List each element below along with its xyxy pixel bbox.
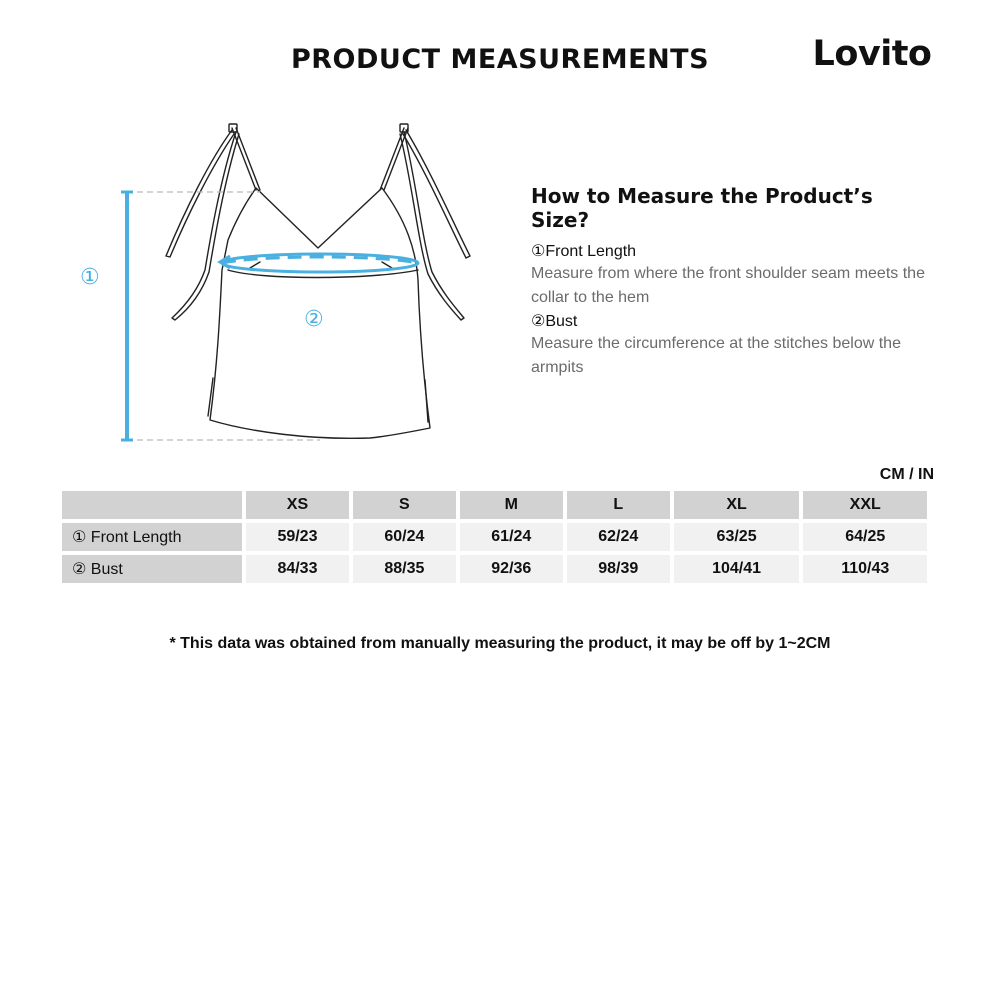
size-header: XXL [803,491,927,519]
front-length-marker: ① [80,264,100,289]
table-cell: 110/43 [803,555,927,583]
table-row [62,523,927,551]
units-label: CM / IN [879,466,934,483]
right-tie-lower [400,132,464,320]
left-tie-lower [172,132,239,320]
how-to-measure-section [531,184,931,382]
row-label-front-length: ① Front Length [62,523,242,551]
brand-logo: Lovito [812,34,932,74]
table-cell: 64/25 [803,523,927,551]
bust-marker: ② [304,306,324,331]
size-header: L [567,491,670,519]
measurement-footnote: * This data was obtained from manually measuring the product, it may be off by 1~2CM [169,635,831,652]
size-header: S [353,491,456,519]
left-strap [232,128,260,190]
table-cell: 98/39 [567,555,670,583]
front-length-description: Measure from where the front shoulder seam meets the collar to the hem [531,265,925,306]
table-cell: 59/23 [246,523,349,551]
garment-diagram [60,110,480,450]
table-cell: 84/33 [246,555,349,583]
size-header: XL [674,491,800,519]
table-cell: 104/41 [674,555,800,583]
size-header: M [460,491,563,519]
right-tie-upper [403,130,470,258]
bust-description: Measure the circumference at the stitches below the armpits [531,335,901,376]
table-row [62,555,927,583]
table-cell: 88/35 [353,555,456,583]
table-cell: 61/24 [460,523,563,551]
table-cell: 63/25 [674,523,800,551]
table-corner-cell [62,491,242,519]
size-header: XS [246,491,349,519]
size-chart-table [58,487,931,587]
row-label-bust: ② Bust [62,555,242,583]
table-cell: 62/24 [567,523,670,551]
front-length-heading: ①Front Length [531,243,637,260]
right-strap [380,128,408,190]
table-cell: 92/36 [460,555,563,583]
page-title: PRODUCT MEASUREMENTS [290,44,710,75]
table-header-row [62,491,927,519]
table-cell: 60/24 [353,523,456,551]
how-to-heading: How to Measure the Product’s Size? [531,184,873,232]
bust-heading: ②Bust [531,313,578,330]
